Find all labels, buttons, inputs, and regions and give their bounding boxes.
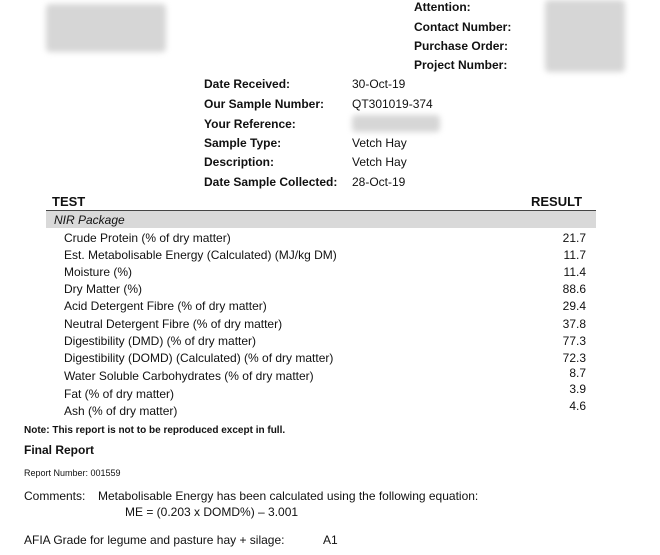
row-label-dmd: Digestibility (DMD) (% of dry matter)	[64, 334, 257, 348]
row-label-wsc: Water Soluble Carbohydrates (% of dry matter)	[64, 369, 314, 383]
result-column-header: RESULT	[531, 194, 583, 209]
project-number-label: Project Number:	[414, 58, 508, 72]
row-label-ndf: Neutral Detergent Fibre (% of dry matter)	[64, 317, 283, 331]
sample-type-value: Vetch Hay	[352, 136, 407, 150]
row-value-ash: 4.6	[569, 399, 586, 413]
row-label-fat: Fat (% of dry matter)	[64, 387, 175, 401]
row-label-domd: Digestibility (DOMD) (Calculated) (% of dry matter)	[64, 351, 334, 365]
row-label-ash: Ash (% of dry matter)	[64, 404, 178, 418]
package-band	[46, 211, 596, 228]
sample-number-label: Our Sample Number:	[204, 97, 325, 111]
date-received-value: 30-Oct-19	[352, 77, 406, 91]
row-value-dmd: 77.3	[562, 334, 586, 348]
purchase-order-label: Purchase Order:	[414, 39, 509, 53]
description-label: Description:	[204, 155, 275, 169]
package-label: NIR Package	[54, 213, 125, 227]
row-value-fat: 3.9	[569, 382, 586, 396]
attention-label: Attention:	[414, 0, 471, 14]
reproduction-note: Note: This report is not to be reproduced except in full.	[24, 425, 286, 436]
redacted-client-block	[46, 4, 166, 52]
row-value-me: 11.7	[563, 248, 586, 262]
redacted-reference-value	[352, 115, 440, 132]
row-value-moisture: 11.4	[563, 265, 586, 279]
row-value-adf: 29.4	[562, 299, 586, 313]
row-value-wsc: 8.7	[569, 366, 586, 380]
comments-line-1: Metabolisable Energy has been calculated using the following equation:	[98, 489, 479, 503]
row-value-domd: 72.3	[562, 351, 586, 365]
row-label-dry-matter: Dry Matter (%)	[64, 282, 142, 296]
your-reference-label: Your Reference:	[204, 117, 296, 131]
test-column-header: TEST	[52, 194, 86, 209]
row-label-adf: Acid Detergent Fibre (% of dry matter)	[64, 299, 267, 313]
row-label-moisture: Moisture (%)	[64, 265, 133, 279]
row-label-crude-protein: Crude Protein (% of dry matter)	[64, 231, 231, 245]
date-collected-value: 28-Oct-19	[352, 175, 406, 189]
afia-grade-value: A1	[323, 533, 338, 547]
comments-line-2: ME = (0.203 x DOMD%) – 3.001	[125, 505, 299, 519]
row-value-crude-protein: 21.7	[562, 231, 586, 245]
comments-label: Comments:	[24, 489, 86, 503]
date-collected-label: Date Sample Collected:	[204, 175, 338, 189]
afia-grade-label: AFIA Grade for legume and pasture hay + silage:	[24, 533, 285, 547]
sample-number-value: QT301019-374	[352, 97, 433, 111]
report-number: Report Number: 001559	[24, 468, 121, 478]
row-value-dry-matter: 88.6	[562, 282, 586, 296]
sample-type-label: Sample Type:	[204, 136, 282, 150]
row-value-ndf: 37.8	[562, 317, 586, 331]
contact-number-label: Contact Number:	[414, 20, 512, 34]
date-received-label: Date Received:	[204, 77, 291, 91]
row-label-me: Est. Metabolisable Energy (Calculated) (MJ/kg DM)	[64, 248, 337, 262]
description-value: Vetch Hay	[352, 155, 407, 169]
final-report-heading: Final Report	[24, 443, 95, 457]
redacted-contact-block	[545, 0, 625, 72]
